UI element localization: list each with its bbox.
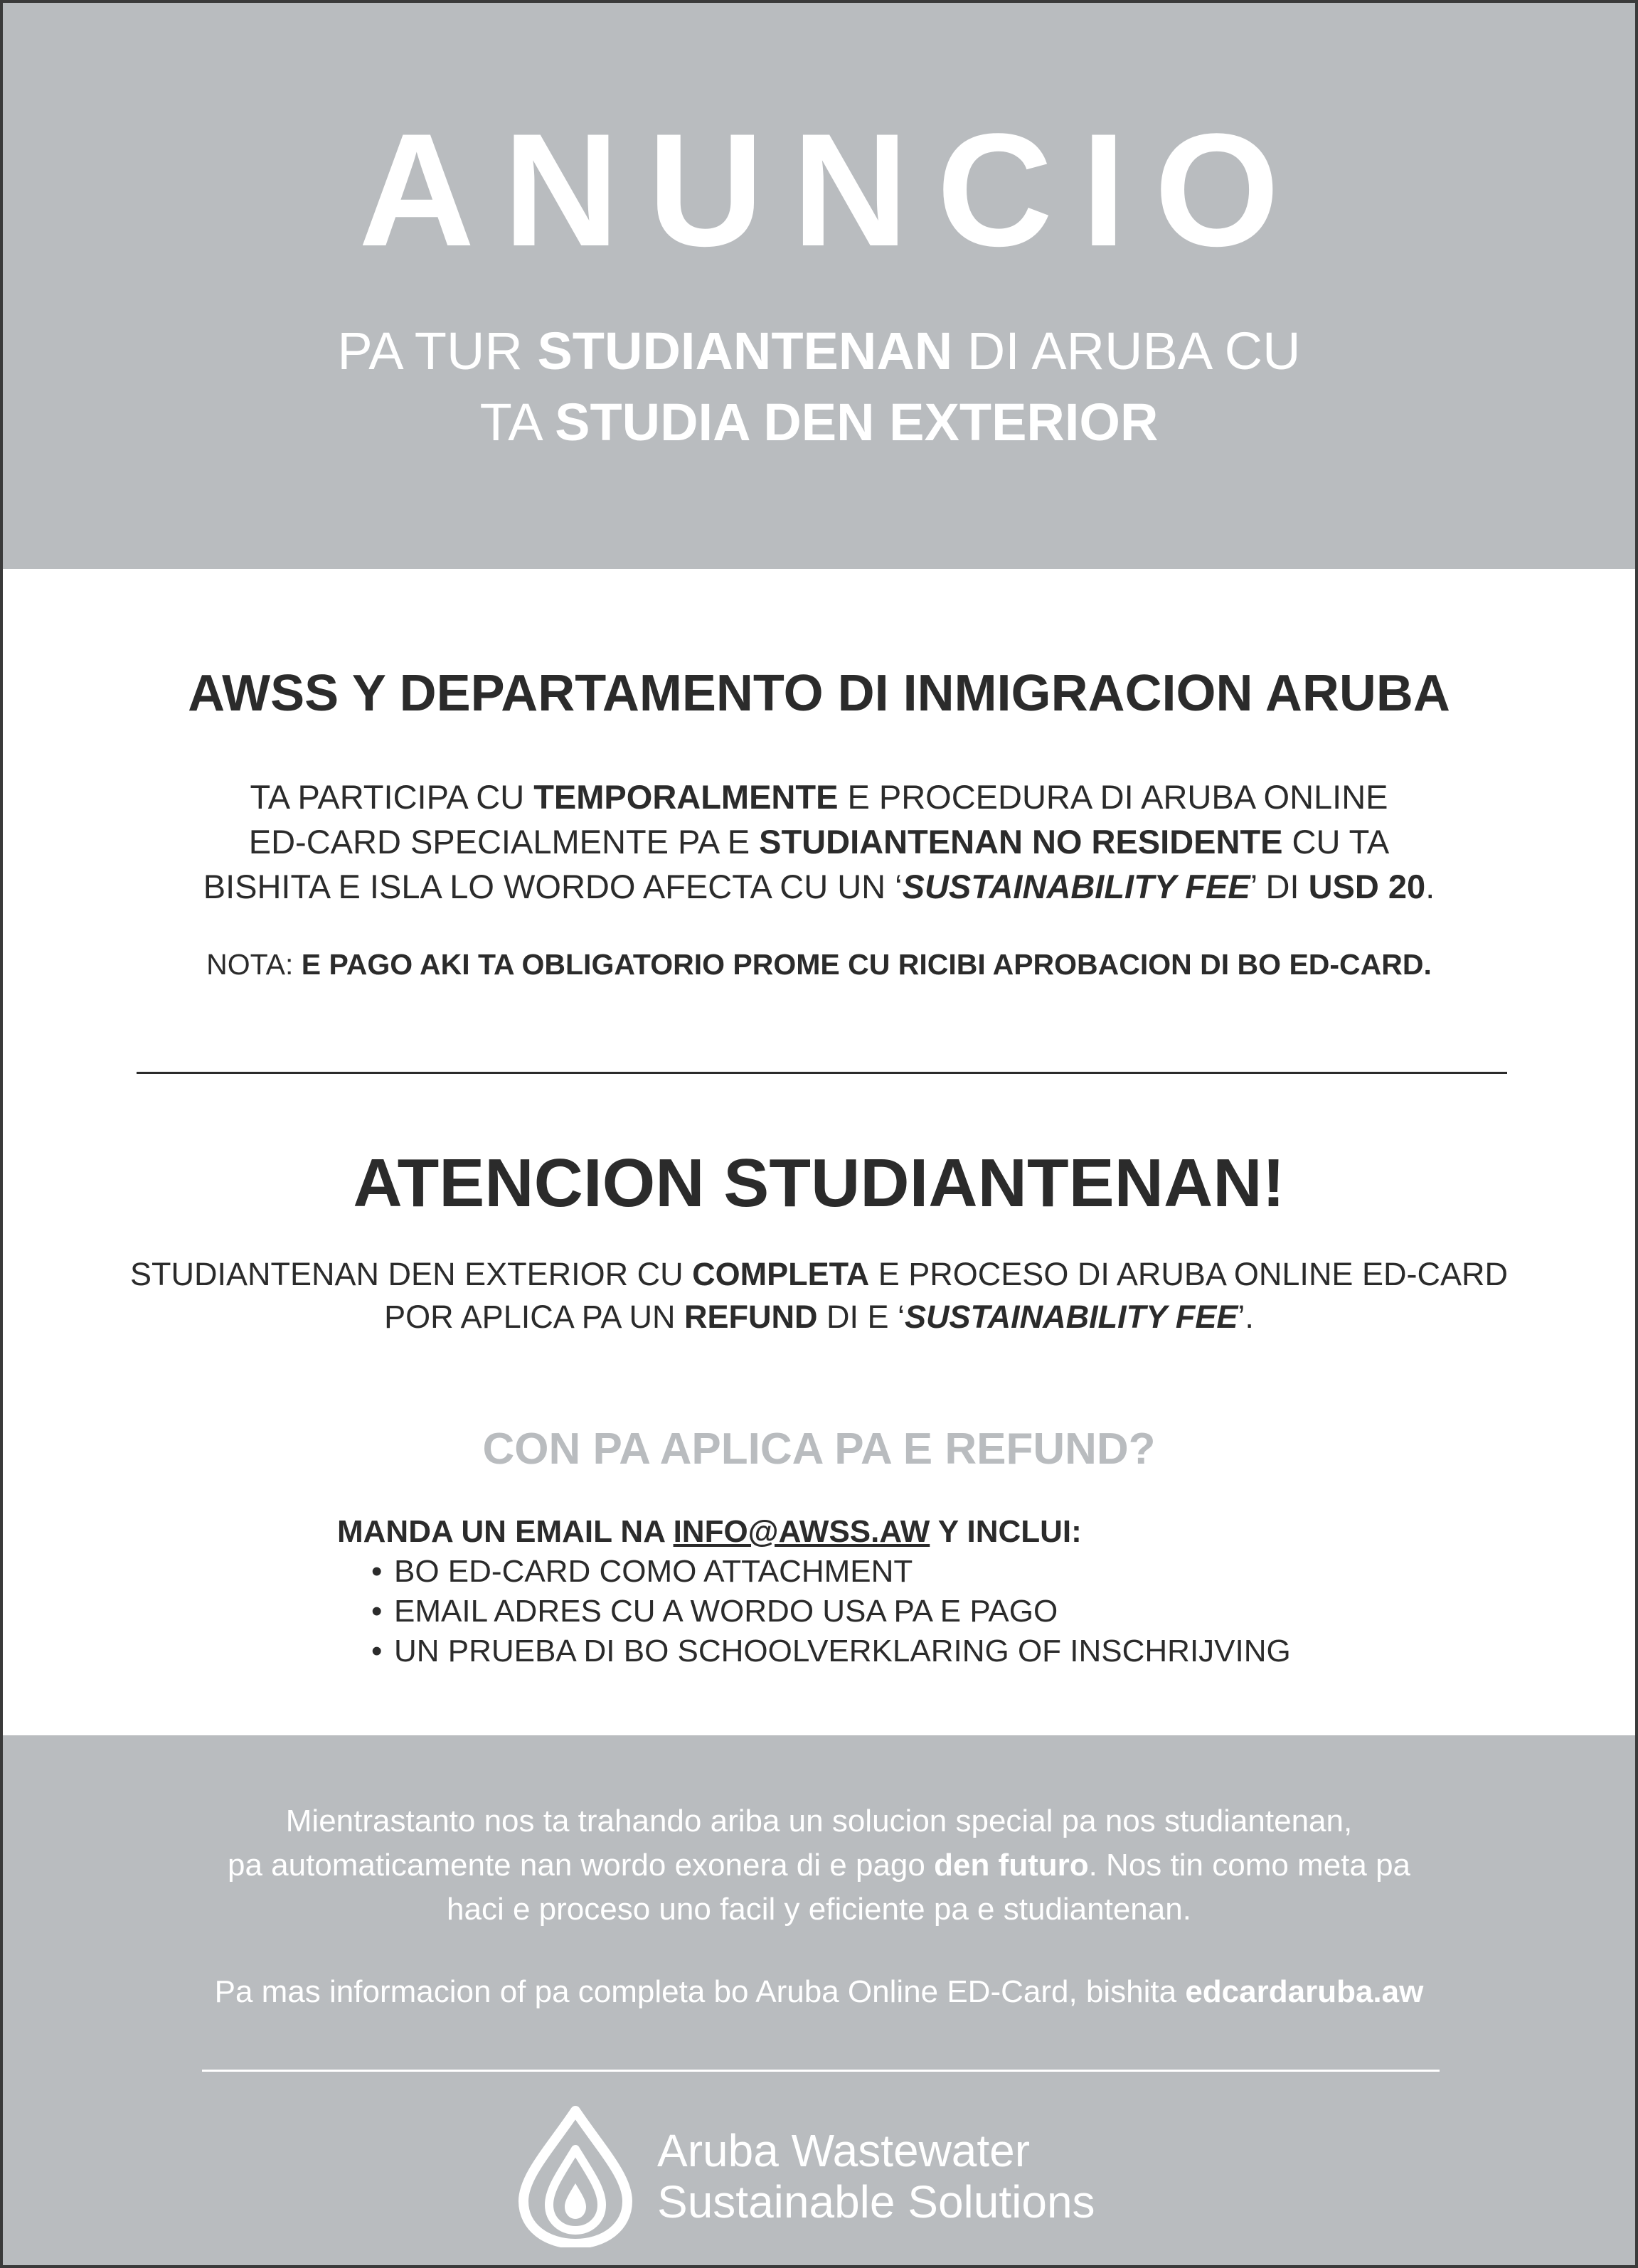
awss-line-3 xyxy=(3,864,1635,909)
bold-text: TEMPORALMENTE xyxy=(533,778,839,816)
text: CU TA xyxy=(1282,823,1390,861)
awss-paragraph xyxy=(3,774,1635,909)
text: . Nos tin como meta pa xyxy=(1088,1848,1411,1883)
awss-line-1 xyxy=(3,774,1635,819)
poster-title: ANUNCIO xyxy=(358,100,1308,279)
requirements-list xyxy=(337,1552,1291,1671)
logo-line-1: Aruba Wastewater xyxy=(657,2125,1031,2176)
email-link[interactable]: INFO@AWSS.AW xyxy=(673,1514,930,1549)
text: ’. xyxy=(1238,1299,1254,1335)
text: Y INCLUI: xyxy=(930,1514,1082,1549)
email-instruction xyxy=(337,1512,1291,1552)
awss-logo xyxy=(508,2105,1134,2247)
footer-info xyxy=(3,1799,1635,1932)
nota-label: NOTA: xyxy=(206,948,302,981)
nota-line xyxy=(3,945,1635,984)
text: BISHITA E ISLA LO WORDO AFECTA CU UN ‘ xyxy=(203,868,903,905)
poster-subtitle xyxy=(3,316,1635,458)
list-item: • EMAIL ADRES CU A WORDO USA PA E PAGO xyxy=(371,1592,1291,1631)
text: TA PARTICIPA CU xyxy=(250,778,534,816)
website-link[interactable]: edcardaruba.aw xyxy=(1185,1974,1424,2009)
text: E PROCEDURA DI ARUBA ONLINE xyxy=(838,778,1388,816)
subtitle-text: DI ARUBA CU xyxy=(952,321,1301,380)
bold-italic-text: SUSTAINABILITY FEE xyxy=(905,1299,1238,1335)
water-drop-icon xyxy=(508,2105,643,2247)
text: E PROCESO DI ARUBA ONLINE ED-CARD xyxy=(869,1256,1508,1292)
logo-text xyxy=(657,2125,1095,2227)
footer-band xyxy=(3,1735,1635,2268)
awss-line-2 xyxy=(3,819,1635,864)
bold-text: REFUND xyxy=(684,1299,818,1335)
text: ’ DI xyxy=(1250,868,1309,905)
subtitle-bold: STUDIANTENAN xyxy=(537,321,953,380)
subtitle-bold: STUDIA DEN EXTERIOR xyxy=(555,393,1159,452)
bold-text: COMPLETA xyxy=(692,1256,870,1292)
subtitle-line-1 xyxy=(3,316,1635,387)
text: ED-CARD SPECIALMENTE PA E xyxy=(248,823,760,861)
info-line-1: Mientrastanto nos ta trahando ariba un solucion special pa nos studiantenan, xyxy=(285,1804,1353,1838)
awss-heading: AWSS Y DEPARTAMENTO DI INMIGRACION ARUBA xyxy=(188,665,1450,722)
atencion-heading: ATENCION STUDIANTENAN! xyxy=(353,1145,1285,1221)
bold-text: STUDIANTENAN NO RESIDENTE xyxy=(759,823,1283,861)
subtitle-text: TA xyxy=(479,393,555,452)
text: DI E ‘ xyxy=(817,1299,905,1335)
subtitle-text: PA TUR xyxy=(337,321,538,380)
bold-text: den futuro xyxy=(934,1848,1089,1883)
list-item: • UN PRUEBA DI BO SCHOOLVERKLARING OF INSCHRIJVING xyxy=(371,1631,1291,1671)
info-line-3: haci e proceso uno facil y eficiente pa e studiantenan. xyxy=(447,1892,1191,1927)
list-item: • BO ED-CARD COMO ATTACHMENT xyxy=(371,1552,1291,1592)
header-band xyxy=(3,3,1635,569)
info-line-2 xyxy=(3,1843,1635,1888)
atencion-line-1 xyxy=(3,1253,1635,1296)
refund-heading: CON PA APLICA PA E REFUND? xyxy=(482,1425,1156,1474)
more-info-line xyxy=(3,1970,1635,2014)
text: MANDA UN EMAIL NA xyxy=(337,1514,674,1549)
bold-italic-text: SUSTAINABILITY FEE xyxy=(902,868,1250,905)
text: STUDIANTENAN DEN EXTERIOR CU xyxy=(130,1256,693,1292)
atencion-paragraph xyxy=(3,1253,1635,1338)
refund-instructions xyxy=(337,1512,1291,1671)
bold-text: USD 20 xyxy=(1308,868,1426,905)
logo-line-2: Sustainable Solutions xyxy=(657,2176,1095,2227)
footer-divider xyxy=(202,2070,1440,2072)
text: Pa mas informacion of pa completa bo Aruba Online ED-Card, bishita xyxy=(214,1974,1186,2009)
divider xyxy=(137,1072,1507,1074)
atencion-line-2 xyxy=(3,1296,1635,1338)
text: POR APLICA PA UN xyxy=(384,1299,684,1335)
text: pa automaticamente nan wordo exonera di e pago xyxy=(227,1848,935,1883)
subtitle-line-2 xyxy=(3,387,1635,458)
text: . xyxy=(1425,868,1435,905)
nota-text: E PAGO AKI TA OBLIGATORIO PROME CU RICIBI APROBACION DI BO ED-CARD. xyxy=(301,948,1432,981)
